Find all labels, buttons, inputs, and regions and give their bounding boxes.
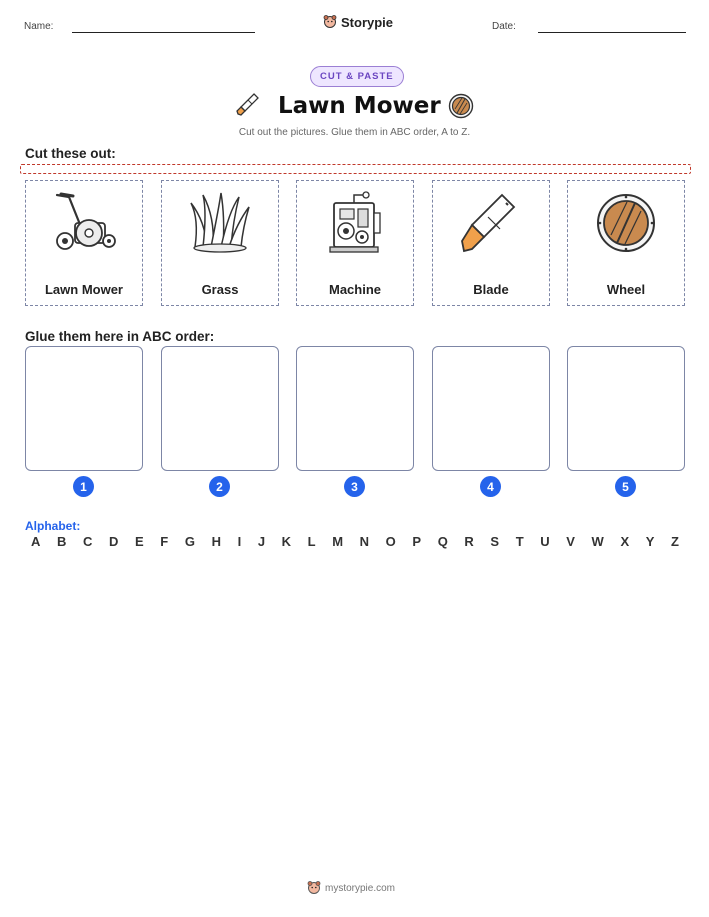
blade-icon xyxy=(456,189,526,259)
alphabet-letter: I xyxy=(237,534,242,549)
cut-card-blade[interactable] xyxy=(432,180,550,306)
slot-number-5: 5 xyxy=(615,476,636,497)
glue-heading: Glue them here in ABC order: xyxy=(25,329,215,344)
date-label: Date: xyxy=(492,21,516,32)
grass-icon xyxy=(185,189,255,259)
cut-card-wheel[interactable] xyxy=(567,180,685,306)
alphabet-letter: B xyxy=(57,534,67,549)
wheel-icon xyxy=(448,93,474,124)
cut-card-lawn-mower[interactable] xyxy=(25,180,143,306)
alphabet-letter: Z xyxy=(671,534,679,549)
alphabet-letter: Q xyxy=(437,534,448,549)
glue-slot-5[interactable] xyxy=(567,346,685,471)
glue-slot-2[interactable] xyxy=(161,346,279,471)
cut-card-grass[interactable] xyxy=(161,180,279,306)
cut-card-machine[interactable] xyxy=(296,180,414,306)
storypie-mascot-icon xyxy=(323,14,337,31)
cut-heading: Cut these out: xyxy=(25,146,116,161)
storypie-logo xyxy=(323,14,393,31)
card-label: Lawn Mower xyxy=(44,282,123,297)
glue-slot-3[interactable] xyxy=(296,346,414,471)
alphabet-letter: T xyxy=(515,534,524,549)
alphabet-letter: O xyxy=(385,534,396,549)
card-label: Grass xyxy=(201,282,239,297)
cut-line xyxy=(20,164,691,174)
glue-slot-4[interactable] xyxy=(432,346,550,471)
alphabet-row xyxy=(31,534,679,549)
page-title: Lawn Mower xyxy=(278,93,441,119)
blade-icon xyxy=(236,92,260,123)
alphabet-letter: X xyxy=(620,534,630,549)
alphabet-label: Alphabet: xyxy=(25,519,81,533)
alphabet-letter: P xyxy=(412,534,422,549)
slot-number-3: 3 xyxy=(344,476,365,497)
alphabet-letter: H xyxy=(211,534,221,549)
alphabet-letter: G xyxy=(184,534,195,549)
brand-name: Storypie xyxy=(341,15,394,30)
date-line[interactable] xyxy=(538,32,686,33)
alphabet-letter: C xyxy=(83,534,93,549)
alphabet-letter: K xyxy=(281,534,292,549)
name-label: Name: xyxy=(24,21,54,32)
alphabet-letter: R xyxy=(464,534,474,549)
alphabet-letter: L xyxy=(307,534,316,549)
alphabet-letter: W xyxy=(591,534,604,549)
alphabet-letter: D xyxy=(109,534,119,549)
alphabet-letter: A xyxy=(31,534,41,549)
wheel-icon xyxy=(591,189,661,259)
footer xyxy=(307,880,395,897)
alphabet-letter: S xyxy=(490,534,500,549)
alphabet-letter: V xyxy=(566,534,575,549)
machine-icon xyxy=(320,189,390,259)
storypie-mascot-icon xyxy=(307,880,321,897)
slot-number-4: 4 xyxy=(480,476,501,497)
slot-number-1: 1 xyxy=(73,476,94,497)
alphabet-letter: E xyxy=(135,534,144,549)
activity-badge: CUT & PASTE xyxy=(310,66,404,87)
card-label: Machine xyxy=(328,282,381,297)
slot-number-2: 2 xyxy=(209,476,230,497)
glue-slot-1[interactable] xyxy=(25,346,143,471)
alphabet-letter: U xyxy=(540,534,550,549)
card-label: Wheel xyxy=(606,282,646,297)
lawn-mower-icon xyxy=(49,189,119,259)
footer-url[interactable]: mystorypie.com xyxy=(325,883,396,894)
alphabet-letter: Y xyxy=(645,534,655,549)
alphabet-letter: J xyxy=(257,534,266,549)
alphabet-letter: N xyxy=(359,534,370,549)
instructions: Cut out the pictures. Glue them in ABC order, A to Z. xyxy=(238,127,471,138)
alphabet-letter: M xyxy=(332,534,344,549)
alphabet-letter: F xyxy=(160,534,169,549)
card-label: Blade xyxy=(473,282,509,297)
name-line[interactable] xyxy=(72,32,255,33)
